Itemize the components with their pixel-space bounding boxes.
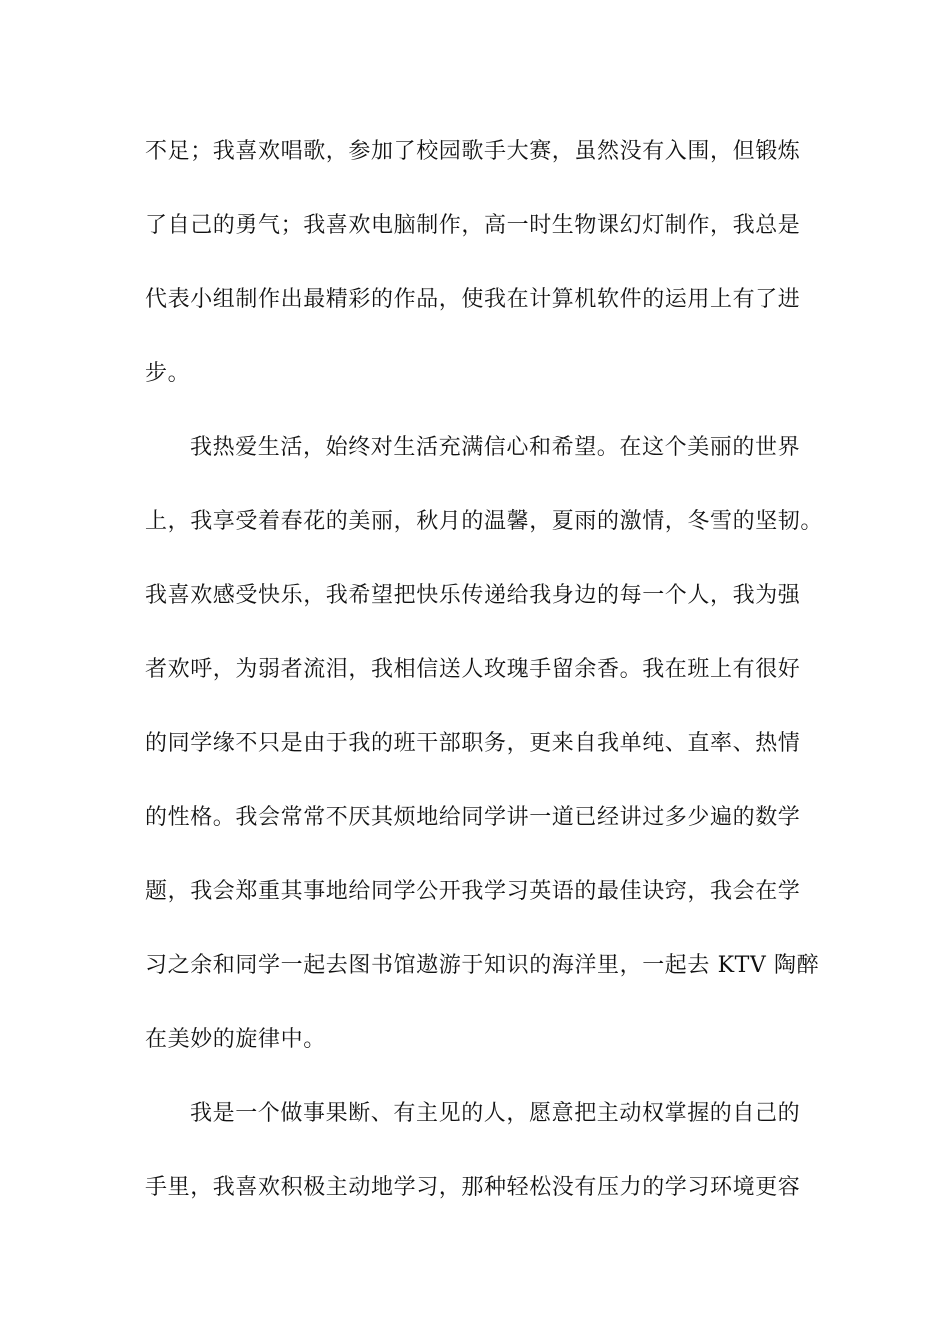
- text-line: 习之余和同学一起去图书馆遨游于知识的海洋里，一起去 KTV 陶醉: [145, 953, 820, 978]
- text-line: 我喜欢感受快乐，我希望把快乐传递给我身边的每一个人，我为强: [145, 583, 801, 608]
- text-line: 题，我会郑重其事地给同学公开我学习英语的最佳诀窍，我会在学: [145, 879, 801, 904]
- paragraph-first-line: 我热爱生活，始终对生活充满信心和希望。在这个美丽的世界: [190, 435, 801, 460]
- text-line: 的性格。我会常常不厌其烦地给同学讲一道已经讲过多少遍的数学: [145, 805, 801, 830]
- text-line: 在美妙的旋律中。: [145, 1027, 326, 1052]
- text-line: 者欢呼，为弱者流泪，我相信送人玫瑰手留余香。我在班上有很好: [145, 657, 801, 682]
- text-line: 代表小组制作出最精彩的作品，使我在计算机软件的运用上有了进: [145, 287, 801, 312]
- text-line: 手里，我喜欢积极主动地学习，那种轻松没有压力的学习环境更容: [145, 1175, 801, 1200]
- text-line: 了自己的勇气；我喜欢电脑制作，高一时生物课幻灯制作，我总是: [145, 213, 801, 238]
- text-line: 不足；我喜欢唱歌，参加了校园歌手大赛，虽然没有入围，但锻炼: [145, 139, 801, 164]
- text-line: 步。: [145, 361, 191, 386]
- paragraph-first-line: 我是一个做事果断、有主见的人，愿意把主动权掌握的自己的: [190, 1101, 801, 1126]
- text-line: 的同学缘不只是由于我的班干部职务，更来自我单纯、直率、热情: [145, 731, 801, 756]
- text-line: 上，我享受着春花的美丽，秋月的温馨，夏雨的激情，冬雪的坚韧。: [145, 509, 824, 534]
